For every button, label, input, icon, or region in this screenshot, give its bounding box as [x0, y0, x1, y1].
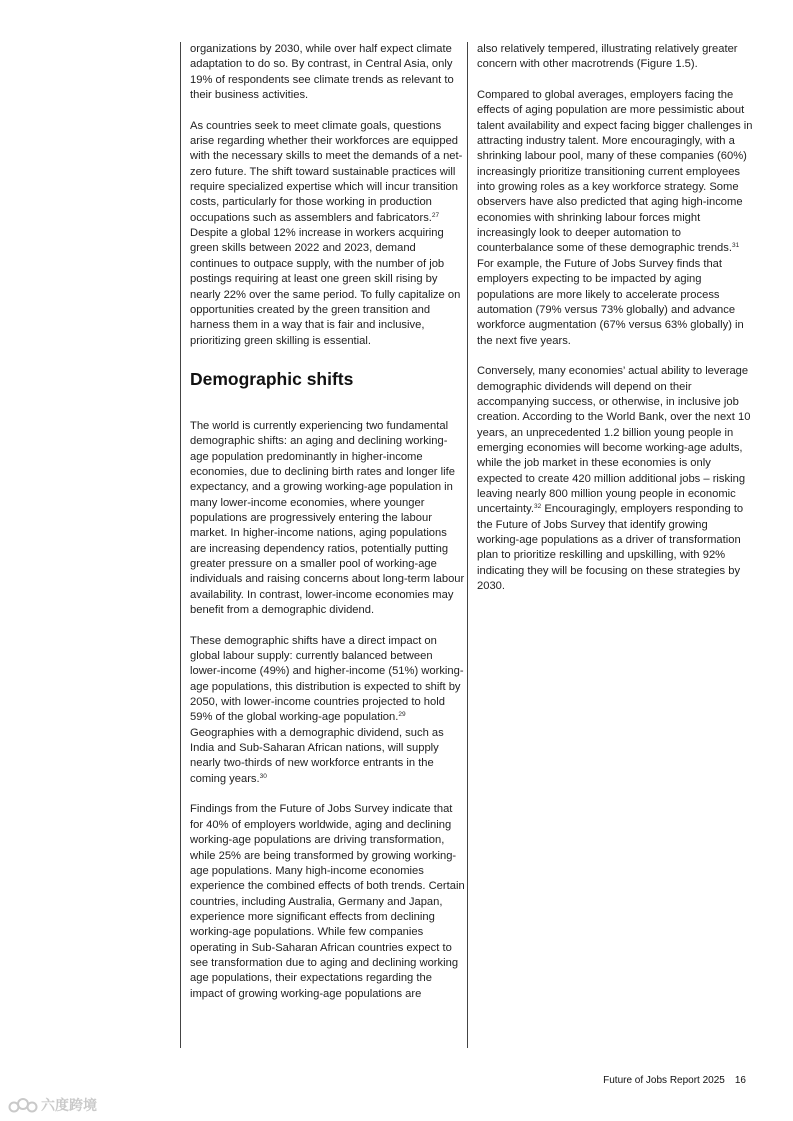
page-footer	[603, 1075, 746, 1086]
section-heading: Demographic shifts	[190, 368, 354, 389]
logo-icon	[8, 1096, 38, 1114]
paragraph: These demographic shifts have a direct impact on global labour supply: currently balanced between lower-income (49%) and higher-income (51%) working-age populations, this distribution is expected to shift by 2050, with lower-income countries projected to hold 59% of the global working-age population.$^{29}$ Geographies with a demographic dividend, such as India and Sub-Saharan African nations, will supply nearly two-thirds of new workforce entrants in the coming years.$^{30}$	[190, 634, 464, 785]
watermark-text: 六度跨境	[41, 1097, 97, 1113]
left-column-rule	[180, 42, 181, 1048]
footnote-ref: 27	[431, 211, 440, 219]
footnote-ref: 30	[259, 772, 267, 780]
paragraph: organizations by 2030, while over half expect climate adaptation to do so. By contrast, in Central Asia, only 19% of respondents see climate trends as relevant to their business activities.	[190, 43, 454, 102]
report-title: Future of Jobs Report 2025	[603, 1075, 725, 1086]
paragraph: Compared to global averages, employers facing the effects of aging population are more pessimistic about talent availability and expect facing bigger challenges in attracting industry talent. More encouragingly, with a shrinking labour pool, many of these companies (60%) increasingly prioritize transitioning current employees into growing roles as a key workforce strategy. Some observers have also predicted that aging high-income economies with shrinking labour forces might increasingly look to deeper automation to counterbalance some of these demographic trends.$^{31}$ For example, the Future of Jobs Survey finds that employers expecting to be impacted by aging populations are more likely to accelerate process automation (79% versus 73% globally) and advance workforce augmentation (67% versus 63% globally) in the next five years.	[477, 89, 753, 347]
footnote-ref: 31	[731, 242, 740, 250]
paragraph: Conversely, many economies’ actual ability to leverage demographic dividends will depend on their accompanying success, or otherwise, in inclusive job creation. According to the World Bank, over the next 10 years, an unprecedented 1.2 billion young people in emerging economies will become working-age adults, while the job market in these economies is only expected to create 420 million additional jobs – risking leaving nearly 800 million young people in economic uncertainty.$^{32}$ Encouragingly, employers responding to the Future of Jobs Survey that identify growing working-age populations as a driver of transformation plan to prioritize reskilling and upskilling, with 92% indicating they will be focusing on these strategies by 2030.	[477, 365, 751, 593]
left-column	[190, 42, 465, 1002]
paragraph: Findings from the Future of Jobs Survey indicate that for 40% of employers worldwide, aging and declining working-age populations are driving transformation, while 25% are being transformed by growing working-age populations. Many high-income economies experience the combined effects of both trends. Certain countries, including Australia, Germany and Japan, experience more significant effects from declining working-age populations. While few companies operating in Sub-Saharan African countries expect to see transformation due to aging and declining working age populations, their expectations regarding the impact of growing working-age populations are	[190, 803, 465, 1000]
paragraph: As countries seek to meet climate goals, questions arise regarding whether their workforces are equipped with the necessary skills to meet the demands of a net-zero future. The shift toward sustainable practices will require specialized expertise which will incur transition costs, particularly for those working in production occupations such as assemblers and fabricators.$^{27}$ Despite a global 12% increase in workers acquiring green skills between 2022 and 2023, demand continues to outpace supply, with the number of job postings requiring at least one green skill rising by nearly 22% over the same period. To fully capitalize on opportunities created by the green transition and harness them in a way that is fair and inclusive, prioritizing green skilling is essential.	[190, 119, 463, 347]
page-number: 16	[734, 1075, 746, 1086]
right-column	[477, 42, 753, 594]
paragraph: The world is currently experiencing two fundamental demographic shifts: an aging and declining working-age population predominantly in higher-income economies, due to declining birth rates and longer life expectancy, and a growing working-age population in many lower-income economies, where younger populations are progressively entering the labour market. In higher-income nations, aging populations are increasing dependency ratios, potentially putting greater pressure on a smaller pool of working-age individuals and raising concerns about long-term labour availability. In contrast, lower-income economies may benefit from a demographic dividend.	[190, 419, 465, 616]
footnote-ref: 32	[534, 503, 542, 511]
paragraph: also relatively tempered, illustrating relatively greater concern with other macrotrends (Figure 1.5).	[477, 43, 738, 71]
watermark	[8, 1095, 97, 1115]
footnote-ref: 29	[398, 711, 406, 719]
center-column-rule	[467, 42, 468, 1048]
